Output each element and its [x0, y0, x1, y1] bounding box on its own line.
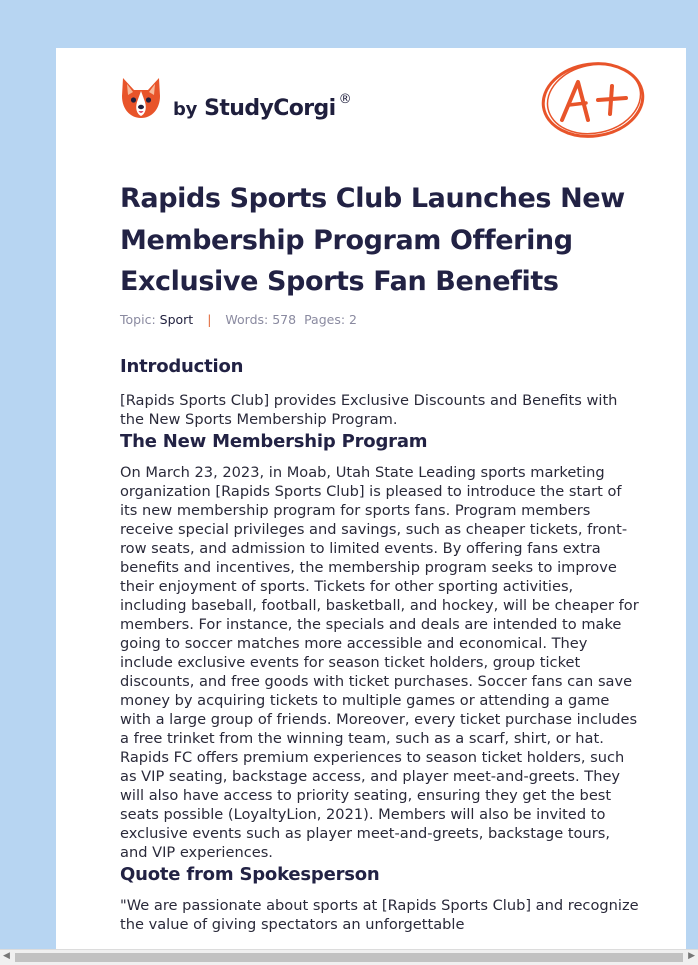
page-count: Pages: 2 [304, 312, 357, 327]
section-heading-introduction: Introduction [120, 356, 244, 377]
section-heading-quote: Quote from Spokesperson [120, 864, 380, 885]
section-text-membership: On March 23, 2023, in Moab, Utah State Leading sports marketing organization [Rapids Sports Club] is pleased to introduce the start of its new membership program for sports fans. Program members receive special privileges and savings, such as cheaper tickets, front-row seats, and admission to limited events. By offering fans extra benefits and incentives, the membership program seeks to improve their enjoyment of sports. Tickets for other sporting activities, including baseball, football, basketball, and hockey, will be cheaper for members. For instance, the specials and deals are intended to make going to soccer matches more accessible and economical. They include exclusive events for season ticket holders, group ticket discounts, and free goods with ticket purchases. Soccer fans can save money by acquiring tickets to multiple games or attending a game with a large group of friends. Moreover, every ticket purchase includes a free trinket from the winning team, such as a scarf, shirt, or hat. Rapids FC offers premium experiences to season ticket holders, such as VIP seating, backstage access, and player meet-and-greets. They will also have access to priority seating, ensuring they get the best seats possible (LoyaltyLion, 2021). Members will also be invited to exclusive events such as player meet-and-greets, backstage tours, and VIP experiences. [120, 464, 639, 861]
section-heading-membership: The New Membership Program [120, 431, 428, 452]
topic-label: Topic: [120, 312, 156, 327]
corgi-icon [120, 76, 162, 122]
section-text-introduction: [Rapids Sports Club] provides Exclusive Discounts and Benefits with the New Sports Membership Program. [120, 392, 618, 428]
scroll-left-icon[interactable]: ◀ [3, 951, 10, 961]
document-page [56, 48, 686, 950]
horizontal-scrollbar[interactable] [0, 949, 698, 965]
meta-separator: | [207, 312, 212, 327]
article-body [120, 354, 640, 934]
article-title: Rapids Sports Club Launches New Membership Program Offering Exclusive Sports Fan Benefits [120, 183, 625, 297]
word-count: Words: 578 [225, 312, 297, 327]
brand-name: by StudyCorgi ® [173, 91, 352, 121]
article-meta [120, 312, 357, 327]
scrollbar-thumb[interactable] [15, 953, 683, 962]
section-text-quote: "We are passionate about sports at [Rapids Sports Club] and recognize the value of giving spectators an unforgettable [120, 897, 639, 933]
a-plus-grade-icon [538, 60, 648, 140]
scroll-right-icon[interactable]: ▶ [688, 951, 695, 961]
studycorgi-logo[interactable] [120, 76, 351, 122]
topic-link[interactable]: Sport [159, 312, 194, 327]
grade-badge-text: A+ [593, 107, 597, 109]
